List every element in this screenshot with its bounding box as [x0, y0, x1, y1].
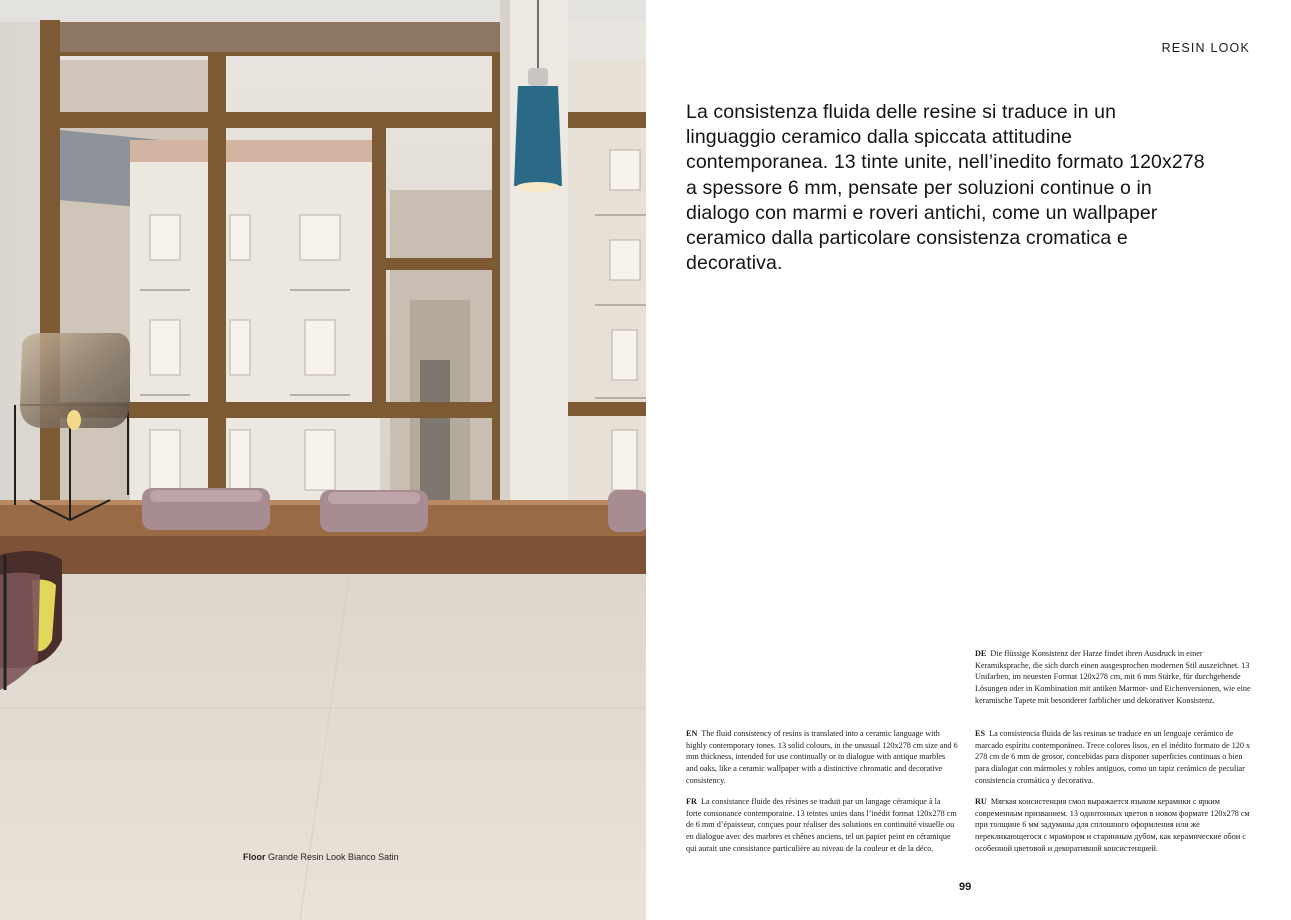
translation-text-fr: La consistance fluide des résines se traduit par un langage céramique à la forte consonance contemporaine. 13 teintes unies dans l’inédit format 120x278 cm de 6 mm d’épaisseur, conçues pour réaliser des solutions en continuité visuelle ou en dialogue avec des marbres et chênes anciens, tel un papier peint en céramique qui aurait une consistance particulière au niveau de la couleur et de la déco. [686, 797, 957, 853]
lang-code-es: ES [975, 729, 986, 738]
translation-text-es: La consistencia fluida de las resinas se traduce en un lenguaje cerámico de marcado espíritu contemporáneo. Trece colores lisos, en el inédito formato de 120 x 278 cm de 6 mm de grosor, concebidas para disponer superficies continuas o bien para dialogar con mármoles y robles antiguos, como un tapiz cerámico de peculiar consistencia cromática y decorativa. [975, 729, 1251, 785]
caption-label: Floor [243, 852, 266, 862]
translation-text-de: Die flüssige Konsistenz der Harze findet ihren Ausdruck in einer Keramiksprache, die sich durch einen ausgesprochen modernen Stil auszeichnet. 13 Unifarben, im neuesten Format 120x278 cm, mit 6 mm Stärke, für durchgehende Lösungen oder in Kombination mit antiken Marmor- und Eichenversionen, wie eine keramische Tapete mit besonderer farblicher und dekorativer Konsistenz. [975, 649, 1251, 705]
translation-de [975, 648, 1253, 707]
translation-es [975, 728, 1253, 787]
translation-text-en: The fluid consistency of resins is translated into a ceramic language with highly contemporary tones. 13 solid colours, in the unusual 120x278 cm size and 6 mm thickness, intended for use continually or in dialogue with antique marbles and oaks, like a ceramic wallpaper with a distinctive chromatic and decorative consistency. [686, 729, 958, 785]
lead-paragraph: La consistenza fluida delle resine si traduce in un linguaggio ceramico dalla spiccata attitudine contemporanea. 13 tinte unite, nell’inedito formato 120x278 a spessore 6 mm, pensate per soluzioni continue o in dialogo con marmi e roveri antichi, come un wallpaper ceramico dalla particolare consistenza cromatica e decorativa. [686, 101, 1205, 275]
translation-fr [686, 796, 958, 855]
section-label: RESIN LOOK [1161, 41, 1250, 55]
translation-text-ru: Мягкая консистенция смол выражается языком керамики с ярким современным призванием. 13 однотонных цветов в новом формате 120x278 см при толщине 6 мм задуманы для сплошного оформления или же перекликающегося с мрамором и старинным дубом, как керамические обои с особенной цветовой и декоративной консистенцией. [975, 797, 1250, 853]
photo-caption [243, 852, 399, 862]
page-number: 99 [959, 881, 972, 893]
lang-code-fr: FR [686, 797, 697, 806]
lang-code-en: EN [686, 729, 698, 738]
translation-en [686, 728, 958, 787]
lang-code-ru: RU [975, 797, 987, 806]
lang-code-de: DE [975, 649, 987, 658]
translation-ru [975, 796, 1253, 855]
caption-text: Grande Resin Look Bianco Satin [268, 852, 399, 862]
